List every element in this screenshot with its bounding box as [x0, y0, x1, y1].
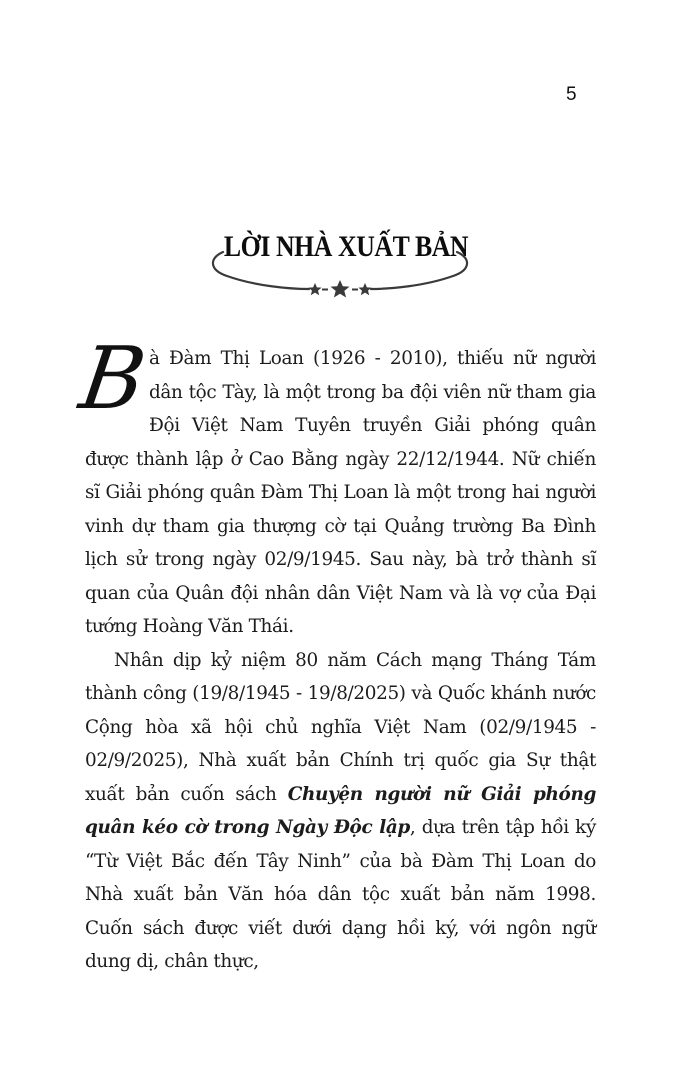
page-number: 5 — [566, 84, 577, 105]
paragraph-publication — [85, 644, 596, 979]
star-icon — [308, 283, 321, 295]
star-icon — [358, 283, 371, 295]
paragraph-intro — [74, 329, 596, 644]
drop-cap: B — [74, 329, 152, 429]
paragraph-text: Nhân dịp kỷ niệm 80 năm Cách mạng Tháng Tám thành công (19/8/1945 - 19/8/2025) và Quốc khánh nước Cộng hòa xã hội chủ nghĩa Việt Nam (02/9/1945 - 02/9/2025), Nhà xuất bản Chính trị quốc gia Sự thật xuất bản cuốn sách — [85, 649, 596, 805]
paragraph-text: à Đàm Thị Loan (1926 - 2010), thiếu nữ người dân tộc Tày, là một trong ba đội viên nữ tham gia Đội Việt Nam Tuyên truyền Giải phóng quân được thành lập ở Cao Bằng ngày 22/12/1944. Nữ chiến sĩ Giải phóng quân Đàm Thị Loan là một trong hai người vinh dự tham gia thượng cờ tại Quảng trường Ba Đình lịch sử trong ngày 02/9/1945. Sau này, bà trở thành sĩ quan của Quân đội nhân dân Việt Nam và là vợ của Đại tướng Hoàng Văn Thái. — [85, 348, 596, 637]
section-heading — [205, 226, 475, 302]
star-icon — [331, 280, 350, 298]
book-title: Chuyện người nữ Giải phóng quân kéo cờ trong Ngày Độc lập — [85, 783, 596, 838]
page-title: LỜI NHÀ XUẤT BẢN — [223, 230, 469, 263]
paragraph-text: , dựa trên tập hồi ký “Từ Việt Bắc đến Tây Ninh” của bà Đàm Thị Loan do Nhà xuất bản Văn hóa dân tộc xuất bản năm 1998. Cuốn sách được viết dưới dạng hồi ký, với ngôn ngữ dung dị, chân thực, — [85, 817, 596, 972]
body-text — [74, 329, 596, 979]
